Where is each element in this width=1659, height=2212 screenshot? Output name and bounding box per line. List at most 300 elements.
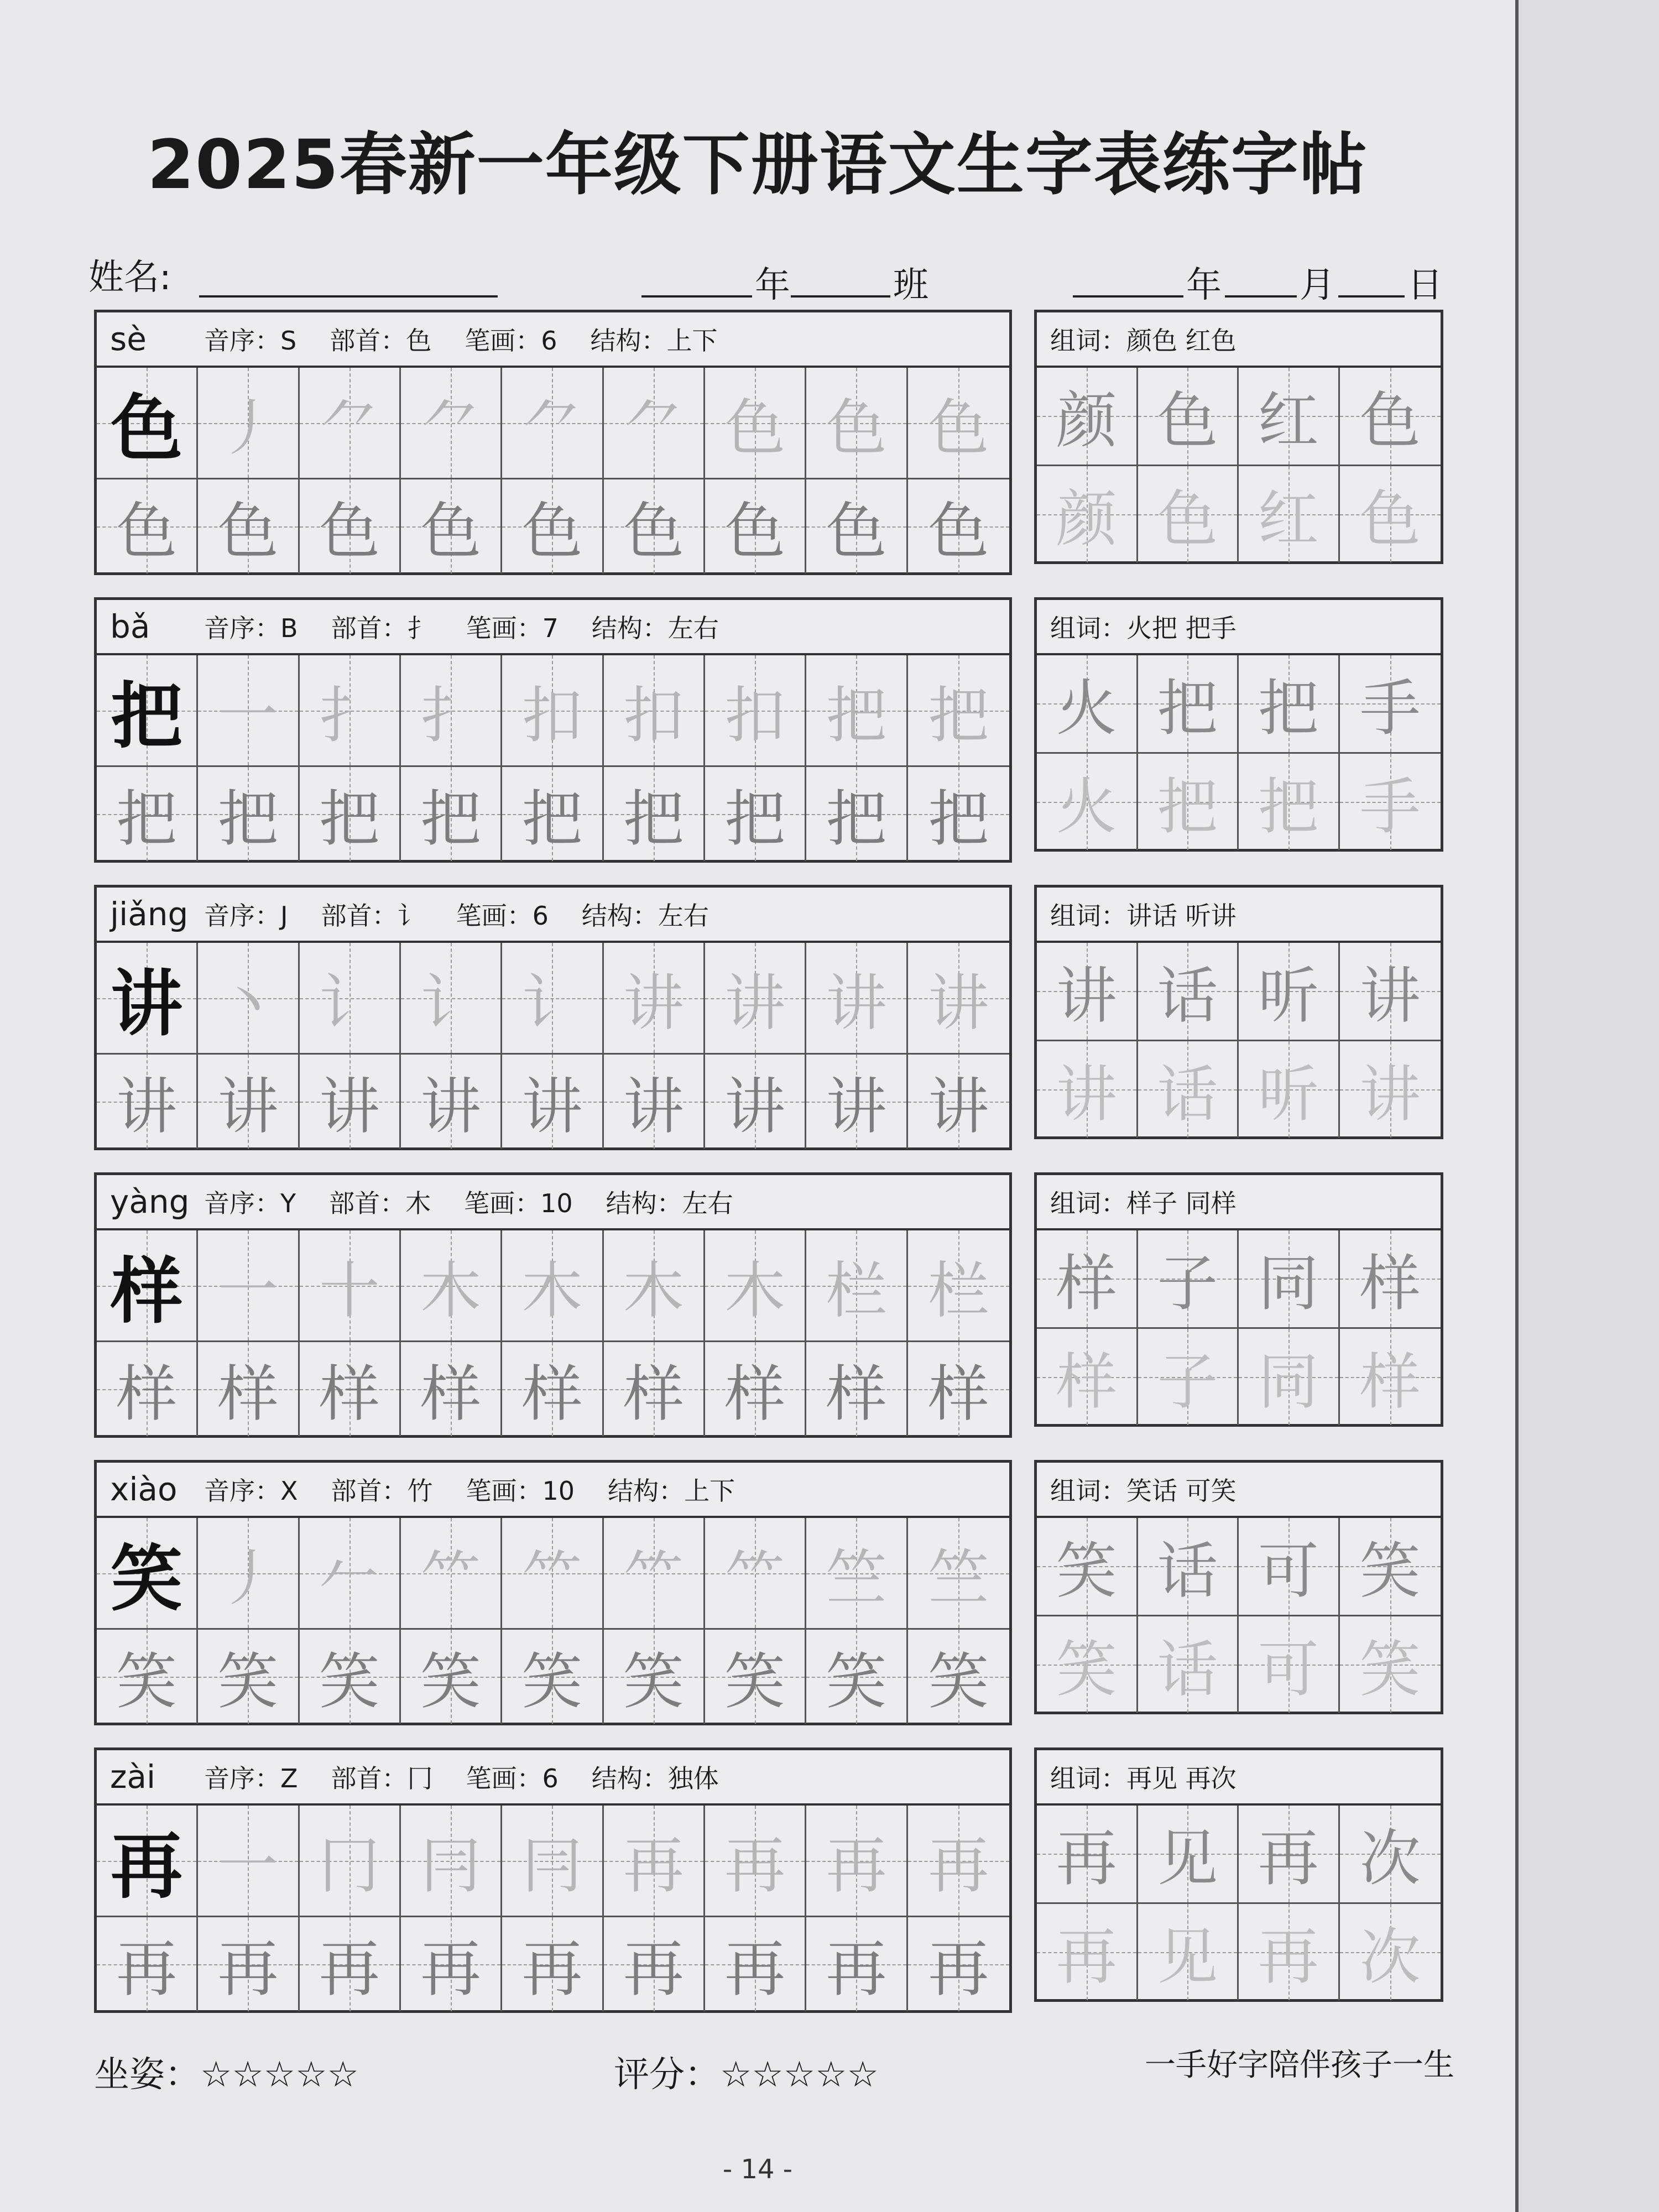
- stroke-step-cell[interactable]: [198, 655, 299, 767]
- stroke-step-cell[interactable]: [705, 655, 806, 767]
- practice-cell[interactable]: [300, 1630, 401, 1724]
- model-character: 色: [111, 386, 183, 471]
- structure-info: [592, 1759, 719, 1795]
- radical-info-value: 冂: [407, 1764, 433, 1793]
- word-character: 样: [1359, 1346, 1421, 1417]
- practice-cell[interactable]: [198, 479, 299, 573]
- stroke-step: 把: [826, 680, 887, 751]
- word-practice-cell[interactable]: [1037, 943, 1138, 1041]
- strokes-info: [466, 1759, 559, 1795]
- strokes-info-label: 笔画：: [466, 1764, 542, 1793]
- stroke-step-cell[interactable]: [806, 368, 907, 479]
- word-grid: [1037, 943, 1441, 1138]
- stroke-step-cell[interactable]: [300, 1806, 401, 1917]
- practice-cell[interactable]: [401, 767, 502, 861]
- stroke-step-cell[interactable]: [502, 1806, 603, 1917]
- practice-cell[interactable]: [705, 479, 806, 573]
- practice-character: 讲: [623, 1071, 684, 1142]
- words-row: [1037, 1750, 1441, 1806]
- model-character: 把: [111, 674, 183, 758]
- stroke-step: 丶: [217, 967, 279, 1039]
- practice-character: 色: [928, 496, 989, 567]
- score-stars[interactable]: ☆☆☆☆☆: [720, 2054, 879, 2095]
- stroke-step-cell[interactable]: [604, 1230, 705, 1342]
- stroke-practice-panel: [94, 1460, 1012, 1725]
- stroke-step-cell[interactable]: [705, 1518, 806, 1630]
- stroke-step: 色: [724, 392, 786, 463]
- word-character: 再: [1056, 1823, 1117, 1895]
- word-character: 话: [1157, 961, 1218, 1032]
- practice-cell[interactable]: [502, 1342, 603, 1436]
- character-block: [94, 885, 1443, 1150]
- word-practice-cell[interactable]: [1239, 655, 1340, 754]
- word-practice-cell[interactable]: [1037, 466, 1138, 563]
- stroke-step: 冂: [319, 1830, 380, 1901]
- word-practice-cell[interactable]: [1138, 466, 1239, 563]
- class-blank[interactable]: [791, 295, 890, 298]
- strokes-info-label: 笔画：: [456, 901, 533, 931]
- word-practice-cell[interactable]: [1138, 754, 1239, 851]
- word-practice-cell[interactable]: [1340, 1230, 1441, 1329]
- stroke-step-cell[interactable]: [806, 655, 907, 767]
- word-practice-cell[interactable]: [1138, 1041, 1239, 1138]
- practice-cell[interactable]: [705, 767, 806, 861]
- order-info-value: S: [280, 326, 297, 356]
- word-practice-cell[interactable]: [1138, 1518, 1239, 1616]
- word-grid: [1037, 1230, 1441, 1425]
- stroke-step-cell[interactable]: [908, 1230, 1009, 1342]
- practice-character: 讲: [826, 1071, 887, 1142]
- date-day-blank[interactable]: [1338, 295, 1405, 298]
- radical-info-label: 部首：: [329, 1188, 406, 1218]
- practice-cell[interactable]: [300, 767, 401, 861]
- practice-cell[interactable]: [198, 1630, 299, 1724]
- structure-info-label: 结构：: [590, 326, 667, 356]
- practice-cell[interactable]: [300, 1342, 401, 1436]
- date-month-blank[interactable]: [1225, 295, 1297, 298]
- posture-stars[interactable]: ☆☆☆☆☆: [200, 2054, 359, 2095]
- stroke-step: 栏: [826, 1255, 887, 1326]
- stroke-step: 扣: [521, 680, 583, 751]
- word-practice-cell[interactable]: [1340, 368, 1441, 466]
- word-practice-panel: [1034, 597, 1443, 852]
- practice-cell[interactable]: [806, 1917, 907, 2011]
- practice-character: 样: [217, 1359, 279, 1430]
- strokes-info-value: 7: [542, 613, 559, 643]
- word-practice-cell[interactable]: [1340, 754, 1441, 851]
- structure-info-value: 上下: [666, 326, 718, 356]
- stroke-step: ⺮: [724, 1542, 786, 1614]
- word-practice-cell[interactable]: [1340, 1518, 1441, 1616]
- stroke-step-cell[interactable]: [198, 1806, 299, 1917]
- order-info-value: Z: [280, 1764, 298, 1793]
- tianzige-grid: [97, 943, 1009, 1149]
- word-practice-cell[interactable]: [1239, 1329, 1340, 1426]
- stroke-step: 讲: [826, 967, 887, 1039]
- practice-cell[interactable]: [604, 1630, 705, 1724]
- word-practice-cell[interactable]: [1340, 466, 1441, 563]
- practice-cell[interactable]: [908, 1342, 1009, 1436]
- word-character: 子: [1157, 1248, 1218, 1319]
- stroke-step-cell[interactable]: [502, 1518, 603, 1630]
- character-block: [94, 1172, 1443, 1438]
- stroke-step-cell[interactable]: [908, 1518, 1009, 1630]
- practice-cell[interactable]: [604, 479, 705, 573]
- radical-info-value: 色: [406, 326, 432, 356]
- practice-cell[interactable]: [97, 479, 198, 573]
- word-practice-cell[interactable]: [1239, 1616, 1340, 1713]
- practice-cell[interactable]: [300, 479, 401, 573]
- word-practice-cell[interactable]: [1138, 1806, 1239, 1904]
- word-practice-cell[interactable]: [1239, 466, 1340, 563]
- model-character: 讲: [111, 961, 183, 1046]
- practice-cell[interactable]: [908, 1630, 1009, 1724]
- tianzige-grid: [97, 1230, 1009, 1436]
- words-label: 组词：: [1050, 901, 1126, 931]
- practice-cell[interactable]: [806, 767, 907, 861]
- pinyin-value: zài: [110, 1758, 156, 1796]
- practice-character: 样: [116, 1359, 178, 1430]
- tianzige-grid: [97, 368, 1009, 573]
- practice-cell[interactable]: [604, 767, 705, 861]
- word-practice-cell[interactable]: [1138, 1329, 1239, 1426]
- char-info-row: [97, 888, 1009, 943]
- radical-info: [330, 321, 431, 357]
- stroke-step-cell[interactable]: [705, 368, 806, 479]
- stroke-step: 𠂉: [319, 1542, 380, 1614]
- stroke-practice-panel: [94, 1172, 1012, 1438]
- practice-cell[interactable]: [97, 1342, 198, 1436]
- date-day-label: 日: [1407, 265, 1443, 306]
- pinyin: [110, 1758, 204, 1796]
- word-practice-cell[interactable]: [1239, 943, 1340, 1041]
- stroke-step-cell[interactable]: [908, 1806, 1009, 1917]
- word-character: 同: [1258, 1346, 1319, 1417]
- word-practice-cell[interactable]: [1340, 655, 1441, 754]
- pinyin-value: xiào: [110, 1470, 178, 1508]
- practice-cell[interactable]: [806, 1342, 907, 1436]
- practice-cell[interactable]: [502, 479, 603, 573]
- practice-character: 讲: [928, 1071, 989, 1142]
- practice-character: 样: [319, 1359, 380, 1430]
- structure-info: [590, 321, 717, 357]
- stroke-step-cell[interactable]: [806, 1230, 907, 1342]
- practice-cell[interactable]: [300, 1055, 401, 1149]
- practice-character: 笑: [420, 1646, 482, 1717]
- tianzige-grid: [97, 1518, 1009, 1724]
- stroke-step-cell[interactable]: [502, 368, 603, 479]
- word-practice-cell[interactable]: [1138, 655, 1239, 754]
- practice-cell[interactable]: [806, 1055, 907, 1149]
- page-title: 2025春新一年级下册语文生字表练字帖: [147, 126, 1368, 204]
- word-practice-cell[interactable]: [1340, 1904, 1441, 2001]
- grade-blank[interactable]: [641, 295, 752, 298]
- character-block: [94, 310, 1443, 575]
- word-practice-cell[interactable]: [1340, 943, 1441, 1041]
- practice-character: 把: [420, 784, 482, 854]
- word-practice-cell[interactable]: [1239, 1518, 1340, 1616]
- character-block: [94, 597, 1443, 863]
- stroke-step-cell[interactable]: [806, 943, 907, 1055]
- word-character: 次: [1359, 1921, 1421, 1992]
- stroke-step: 色: [928, 392, 989, 463]
- practice-cell[interactable]: [198, 1342, 299, 1436]
- practice-character: 把: [826, 784, 887, 854]
- order-info: [204, 896, 288, 932]
- practice-cell[interactable]: [401, 1630, 502, 1724]
- word-character: 颜: [1056, 385, 1117, 457]
- stroke-step-cell[interactable]: [806, 1518, 907, 1630]
- strokes-info-value: 10: [542, 1476, 575, 1506]
- structure-info: [582, 896, 709, 932]
- practice-cell[interactable]: [97, 1055, 198, 1149]
- stroke-step-cell[interactable]: [604, 943, 705, 1055]
- pinyin-value: yàng: [110, 1183, 190, 1220]
- practice-cell[interactable]: [401, 1342, 502, 1436]
- stroke-practice-panel: [94, 885, 1012, 1150]
- stroke-step-cell[interactable]: [908, 943, 1009, 1055]
- words-label: 组词：: [1050, 1476, 1126, 1506]
- practice-cell[interactable]: [502, 767, 603, 861]
- word-character: 次: [1359, 1823, 1421, 1895]
- strokes-info-label: 笔画：: [464, 1188, 541, 1218]
- practice-cell[interactable]: [908, 479, 1009, 573]
- word-character: 可: [1258, 1536, 1319, 1607]
- word-practice-cell[interactable]: [1340, 1329, 1441, 1426]
- word-practice-cell[interactable]: [1138, 1616, 1239, 1713]
- word-practice-cell[interactable]: [1037, 1518, 1138, 1616]
- practice-cell[interactable]: [604, 1342, 705, 1436]
- radical-info-label: 部首：: [330, 326, 406, 356]
- model-character-cell: [97, 368, 198, 479]
- practice-cell[interactable]: [806, 479, 907, 573]
- strokes-info-value: 6: [532, 901, 549, 931]
- stroke-step-cell[interactable]: [604, 368, 705, 479]
- stroke-step-cell[interactable]: [705, 1806, 806, 1917]
- word-character: 手: [1359, 673, 1421, 744]
- practice-character: 笑: [623, 1646, 684, 1717]
- student-info-row: [88, 249, 1443, 306]
- practice-cell[interactable]: [97, 1917, 198, 2011]
- practice-cell[interactable]: [908, 767, 1009, 861]
- grade-label: 年: [755, 265, 790, 306]
- stroke-step-cell[interactable]: [300, 1230, 401, 1342]
- stroke-step-cell[interactable]: [300, 943, 401, 1055]
- stroke-step-cell[interactable]: [300, 655, 401, 767]
- date-year-blank[interactable]: [1073, 295, 1183, 298]
- practice-cell[interactable]: [198, 1917, 299, 2011]
- word-character: 把: [1157, 771, 1218, 842]
- word-practice-cell[interactable]: [1239, 1041, 1340, 1138]
- practice-cell[interactable]: [198, 767, 299, 861]
- word-practice-cell[interactable]: [1037, 754, 1138, 851]
- practice-cell[interactable]: [502, 1055, 603, 1149]
- adjacent-page-edge: [1515, 0, 1659, 2212]
- word-grid: [1037, 655, 1441, 850]
- word-character: 同: [1258, 1248, 1319, 1319]
- word-practice-panel: [1034, 1747, 1443, 2002]
- word-practice-cell[interactable]: [1239, 1904, 1340, 2001]
- radical-info-label: 部首：: [331, 1476, 408, 1506]
- word-character: 火: [1056, 771, 1117, 842]
- practice-character: 色: [623, 496, 684, 567]
- char-info-row: [97, 600, 1009, 655]
- score-label: 评分：: [614, 2054, 720, 2095]
- practice-character: 笑: [116, 1646, 178, 1717]
- stroke-step: 讲: [724, 967, 786, 1039]
- word-character: 讲: [1056, 1058, 1117, 1130]
- stroke-step-cell[interactable]: [502, 1230, 603, 1342]
- practice-cell[interactable]: [401, 479, 502, 573]
- model-character-cell: [97, 1518, 198, 1630]
- character-block: [94, 1747, 1443, 2013]
- word-practice-cell[interactable]: [1340, 1041, 1441, 1138]
- word-practice-cell[interactable]: [1037, 655, 1138, 754]
- stroke-step-cell[interactable]: [401, 1806, 502, 1917]
- stroke-step-cell[interactable]: [300, 368, 401, 479]
- stroke-step: 色: [826, 392, 887, 463]
- word-practice-cell[interactable]: [1037, 1904, 1138, 2001]
- practice-cell[interactable]: [97, 767, 198, 861]
- word-practice-cell[interactable]: [1037, 368, 1138, 466]
- practice-cell[interactable]: [705, 1055, 806, 1149]
- practice-character: 把: [116, 784, 178, 854]
- class-label: 班: [893, 265, 928, 306]
- name-blank[interactable]: [199, 295, 498, 298]
- stroke-step-cell[interactable]: [705, 943, 806, 1055]
- posture-rating: [94, 2046, 359, 2097]
- order-info-label: 音序：: [204, 326, 280, 356]
- stroke-step-cell[interactable]: [502, 943, 603, 1055]
- word-practice-cell[interactable]: [1138, 1230, 1239, 1329]
- order-info-value: B: [280, 613, 298, 643]
- stroke-step-cell[interactable]: [502, 655, 603, 767]
- word-practice-cell[interactable]: [1239, 1230, 1340, 1329]
- stroke-step: 木: [521, 1255, 583, 1326]
- stroke-step-cell[interactable]: [604, 655, 705, 767]
- word-practice-cell[interactable]: [1037, 1329, 1138, 1426]
- stroke-step-cell[interactable]: [604, 1518, 705, 1630]
- words-label: 组词：: [1050, 1188, 1126, 1218]
- word-practice-cell[interactable]: [1138, 943, 1239, 1041]
- word-practice-cell[interactable]: [1239, 754, 1340, 851]
- practice-cell[interactable]: [908, 1917, 1009, 2011]
- practice-cell[interactable]: [604, 1055, 705, 1149]
- stroke-step: 栏: [928, 1255, 989, 1326]
- practice-cell[interactable]: [705, 1917, 806, 2011]
- word-practice-cell[interactable]: [1340, 1616, 1441, 1713]
- stroke-step: 讲: [928, 967, 989, 1039]
- char-info-row: [97, 1750, 1009, 1806]
- stroke-step-cell[interactable]: [604, 1806, 705, 1917]
- stroke-step: 一: [217, 680, 279, 751]
- practice-cell[interactable]: [198, 1055, 299, 1149]
- footer: [94, 2046, 1454, 2101]
- practice-cell[interactable]: [705, 1630, 806, 1724]
- order-info: [204, 1183, 296, 1220]
- stroke-step-cell[interactable]: [198, 1230, 299, 1342]
- stroke-step-cell[interactable]: [401, 943, 502, 1055]
- practice-cell[interactable]: [502, 1630, 603, 1724]
- pinyin-value: sè: [110, 320, 147, 358]
- word-character: 颜: [1056, 483, 1117, 555]
- stroke-step-cell[interactable]: [198, 368, 299, 479]
- order-info: [204, 321, 296, 357]
- practice-character: 样: [724, 1359, 786, 1430]
- word-character: 听: [1258, 1058, 1319, 1130]
- stroke-step-cell[interactable]: [401, 655, 502, 767]
- practice-character: 再: [319, 1934, 380, 2005]
- practice-cell[interactable]: [908, 1055, 1009, 1149]
- structure-info-value: 独体: [667, 1764, 719, 1793]
- word-character: 样: [1056, 1248, 1117, 1319]
- stroke-step-cell[interactable]: [198, 1518, 299, 1630]
- word-character: 色: [1359, 483, 1421, 555]
- word-character: 把: [1157, 673, 1218, 744]
- practice-character: 样: [420, 1359, 482, 1430]
- stroke-step-cell[interactable]: [705, 1230, 806, 1342]
- word-character: 再: [1258, 1823, 1319, 1895]
- structure-info: [606, 1183, 733, 1220]
- stroke-step-cell[interactable]: [401, 368, 502, 479]
- word-practice-cell[interactable]: [1037, 1041, 1138, 1138]
- word-practice-cell[interactable]: [1138, 1904, 1239, 2001]
- practice-cell[interactable]: [806, 1630, 907, 1724]
- stroke-step: ⺮: [623, 1542, 684, 1614]
- stroke-step-cell[interactable]: [401, 1230, 502, 1342]
- practice-cell[interactable]: [401, 1917, 502, 2011]
- word-practice-cell[interactable]: [1037, 1806, 1138, 1904]
- practice-cell[interactable]: [300, 1917, 401, 2011]
- word-practice-cell[interactable]: [1340, 1806, 1441, 1904]
- word-practice-cell[interactable]: [1037, 1230, 1138, 1329]
- word-practice-cell[interactable]: [1138, 368, 1239, 466]
- word-practice-cell[interactable]: [1239, 368, 1340, 466]
- practice-character: 笑: [319, 1646, 380, 1717]
- word-practice-panel: [1034, 885, 1443, 1139]
- stroke-step-cell[interactable]: [198, 943, 299, 1055]
- word-character: 色: [1157, 483, 1218, 555]
- practice-cell[interactable]: [604, 1917, 705, 2011]
- stroke-step-cell[interactable]: [300, 1518, 401, 1630]
- practice-cell[interactable]: [705, 1342, 806, 1436]
- word-practice-cell[interactable]: [1037, 1616, 1138, 1713]
- order-info: [204, 1759, 298, 1795]
- stroke-step-cell[interactable]: [401, 1518, 502, 1630]
- order-info-value: J: [280, 901, 288, 931]
- radical-info: [331, 1759, 433, 1795]
- stroke-step-cell[interactable]: [908, 655, 1009, 767]
- structure-info: [608, 1471, 735, 1507]
- order-info-label: 音序：: [204, 1188, 280, 1218]
- stroke-step-cell[interactable]: [908, 368, 1009, 479]
- words-row: [1037, 888, 1441, 943]
- word-grid: [1037, 368, 1441, 562]
- order-info: [204, 608, 298, 645]
- practice-character: 再: [420, 1934, 482, 2005]
- word-character: 红: [1258, 385, 1319, 457]
- order-info: [204, 1471, 298, 1507]
- word-character: 火: [1056, 673, 1117, 744]
- strokes-info: [466, 608, 559, 645]
- practice-cell[interactable]: [401, 1055, 502, 1149]
- word-practice-cell[interactable]: [1239, 1806, 1340, 1904]
- structure-info-label: 结构：: [608, 1476, 685, 1506]
- stroke-step-cell[interactable]: [806, 1806, 907, 1917]
- practice-cell[interactable]: [97, 1630, 198, 1724]
- practice-cell[interactable]: [502, 1917, 603, 2011]
- word-practice-panel: [1034, 310, 1443, 564]
